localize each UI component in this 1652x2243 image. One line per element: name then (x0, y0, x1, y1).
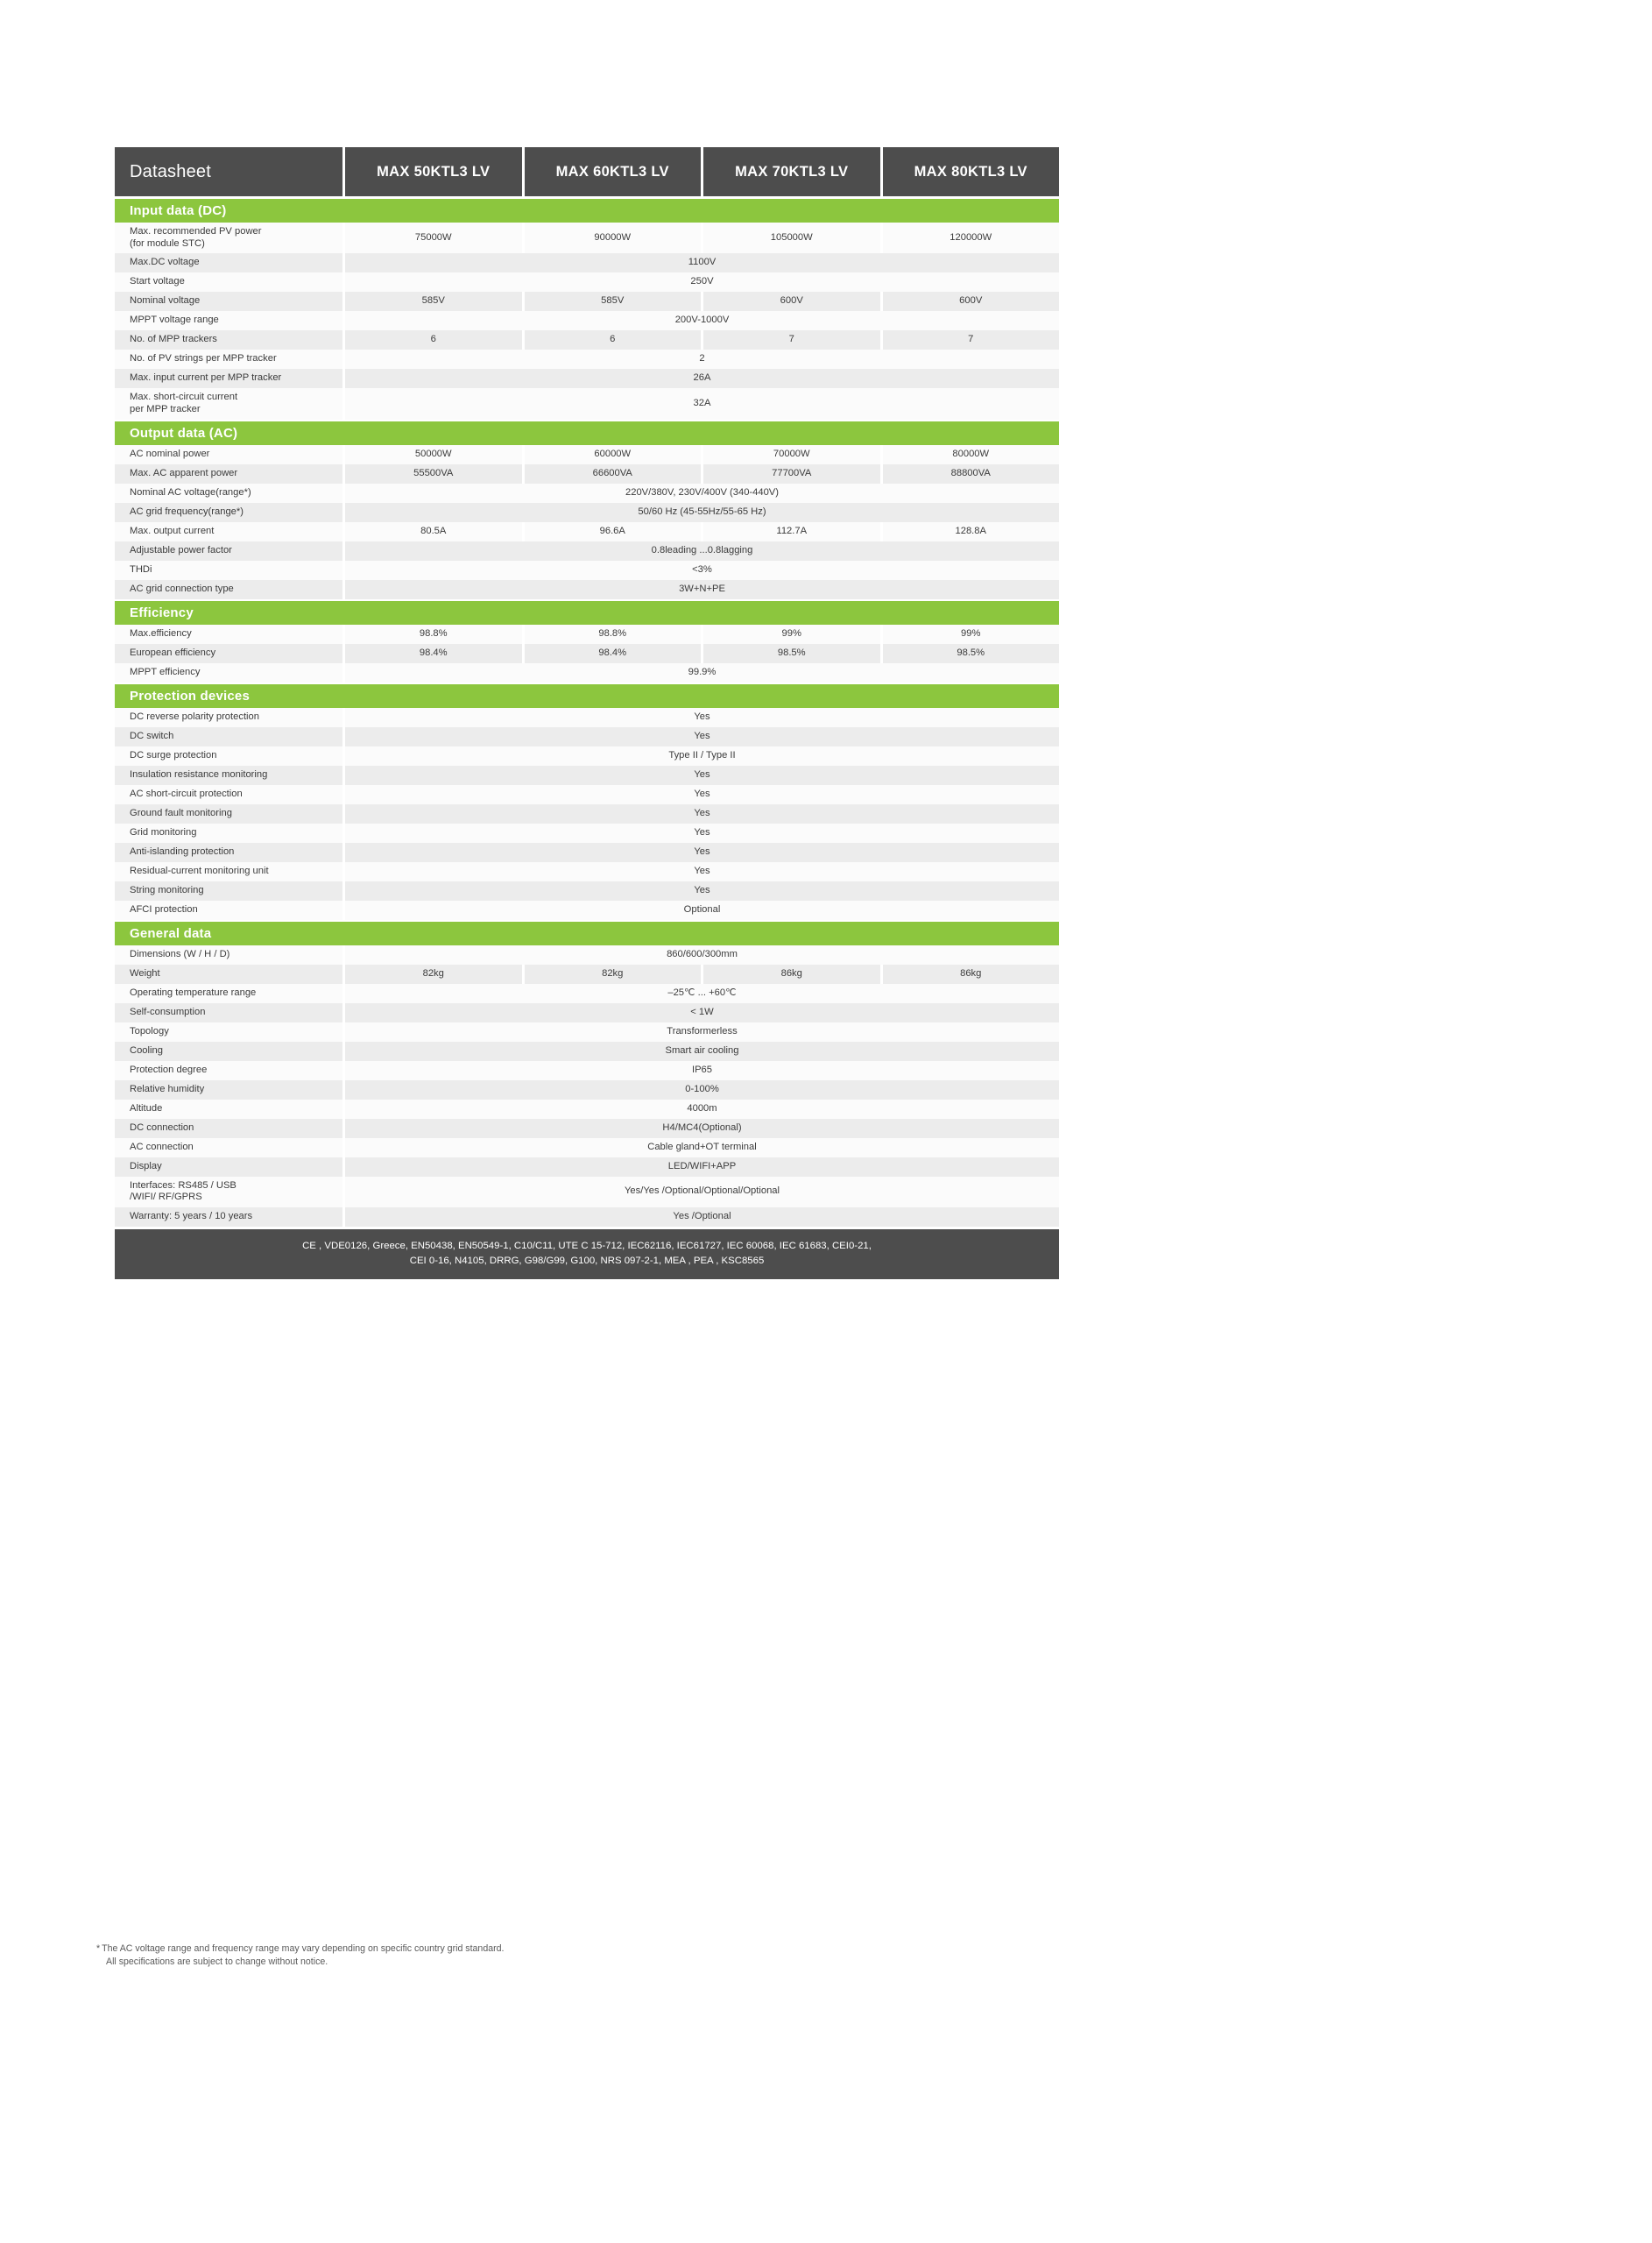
row-label: AC short-circuit protection (115, 785, 342, 804)
table-row (115, 746, 1059, 766)
table-row (115, 644, 1059, 663)
table-row (115, 350, 1059, 369)
footnote-star: * (96, 1943, 101, 1954)
row-value-merged: Yes (345, 766, 1059, 785)
table-row (115, 223, 1059, 253)
row-value-merged: Yes (345, 824, 1059, 843)
row-label: Nominal AC voltage(range*) (115, 484, 342, 503)
row-value-cells (345, 292, 1059, 311)
row-label: String monitoring (115, 881, 342, 901)
row-value-cell: 82kg (345, 965, 522, 984)
row-value-merged: 26A (345, 369, 1059, 388)
row-label: Max. input current per MPP tracker (115, 369, 342, 388)
table-row (115, 766, 1059, 785)
table-row (115, 1080, 1059, 1100)
row-value-cell: 112.7A (703, 522, 880, 541)
row-value-cell: 6 (525, 330, 702, 350)
row-value-cell: 80000W (883, 445, 1060, 464)
table-row (115, 253, 1059, 272)
row-label: Max. short-circuit current per MPP tracker (115, 388, 342, 419)
row-label: European efficiency (115, 644, 342, 663)
row-value-cell: 7 (883, 330, 1060, 350)
table-row (115, 445, 1059, 464)
section-header: Input data (DC) (115, 199, 1059, 223)
row-value-cell: 82kg (525, 965, 702, 984)
row-value-cell: 585V (345, 292, 522, 311)
row-value-cell: 86kg (703, 965, 880, 984)
table-row (115, 625, 1059, 644)
row-label: AFCI protection (115, 901, 342, 920)
table-row (115, 965, 1059, 984)
certification-line-2: CEI 0-16, N4105, DRRG, G98/G99, G100, NRS 097-2-1, MEA , PEA , KSC8565 (409, 1256, 765, 1267)
footnote-line-1: The AC voltage range and frequency range may vary depending on specific country grid standard. (102, 1943, 505, 1954)
row-label: Dimensions (W / H / D) (115, 945, 342, 965)
row-label: MPPT efficiency (115, 663, 342, 683)
row-value-cell: 77700VA (703, 464, 880, 484)
table-row (115, 311, 1059, 330)
section-header: General data (115, 922, 1059, 945)
row-value-cell: 66600VA (525, 464, 702, 484)
row-value-cell: 120000W (883, 223, 1060, 253)
row-label: AC grid connection type (115, 580, 342, 599)
row-label: DC connection (115, 1119, 342, 1138)
row-value-merged: Transformerless (345, 1022, 1059, 1042)
row-value-cells (345, 522, 1059, 541)
model-column-header-1: MAX 50KTL3 LV (345, 147, 522, 196)
row-value-merged: 0.8leading ...0.8lagging (345, 541, 1059, 561)
row-value-cell: 75000W (345, 223, 522, 253)
row-value-cells (345, 625, 1059, 644)
footnote-line-2: All specifications are subject to change without notice. (106, 1956, 328, 1968)
row-value-merged: 860/600/300mm (345, 945, 1059, 965)
table-row (115, 1177, 1059, 1207)
table-row (115, 580, 1059, 599)
table-header-row (115, 147, 1059, 196)
row-value-cell: 50000W (345, 445, 522, 464)
row-value-cell: 70000W (703, 445, 880, 464)
row-value-cell: 6 (345, 330, 522, 350)
row-value-merged: Yes (345, 804, 1059, 824)
row-label: Max. output current (115, 522, 342, 541)
table-row (115, 945, 1059, 965)
row-label: Ground fault monitoring (115, 804, 342, 824)
row-value-merged: 220V/380V, 230V/400V (340-440V) (345, 484, 1059, 503)
table-row (115, 522, 1059, 541)
row-label: Max. recommended PV power (for module STC) (115, 223, 342, 253)
row-value-cell: 98.5% (883, 644, 1060, 663)
datasheet-title: Datasheet (115, 147, 342, 196)
row-value-cell: 99% (883, 625, 1060, 644)
section-header: Protection devices (115, 684, 1059, 708)
row-value-merged: Yes (345, 881, 1059, 901)
row-value-merged: 2 (345, 350, 1059, 369)
row-value-merged: <3% (345, 561, 1059, 580)
row-label: Adjustable power factor (115, 541, 342, 561)
row-label: Altitude (115, 1100, 342, 1119)
row-label: Max.DC voltage (115, 253, 342, 272)
table-row (115, 1100, 1059, 1119)
row-value-cell: 98.4% (345, 644, 522, 663)
row-label: DC switch (115, 727, 342, 746)
row-value-merged: 3W+N+PE (345, 580, 1059, 599)
row-label: AC connection (115, 1138, 342, 1157)
row-value-merged: 4000m (345, 1100, 1059, 1119)
row-value-cell: 90000W (525, 223, 702, 253)
certification-line-1: CE , VDE0126, Greece, EN50438, EN50549-1, C10/C11, UTE C 15-712, IEC62116, IEC61727, IEC 60068, IEC 61683, CEI0-21, (302, 1240, 872, 1251)
row-value-cell: 98.5% (703, 644, 880, 663)
row-label: DC reverse polarity protection (115, 708, 342, 727)
table-row (115, 824, 1059, 843)
row-value-cell: 88800VA (883, 464, 1060, 484)
row-value-cell: 98.8% (345, 625, 522, 644)
row-label: Operating temperature range (115, 984, 342, 1003)
row-value-cell: 98.8% (525, 625, 702, 644)
row-value-merged: IP65 (345, 1061, 1059, 1080)
table-row (115, 984, 1059, 1003)
row-label: AC grid frequency(range*) (115, 503, 342, 522)
row-value-cell: 128.8A (883, 522, 1060, 541)
row-value-merged: 1100V (345, 253, 1059, 272)
row-value-merged: Yes (345, 708, 1059, 727)
row-value-merged: 99.9% (345, 663, 1059, 683)
row-value-cell: 80.5A (345, 522, 522, 541)
row-label: No. of PV strings per MPP tracker (115, 350, 342, 369)
table-row (115, 1207, 1059, 1227)
row-value-merged: Yes (345, 785, 1059, 804)
row-label: No. of MPP trackers (115, 330, 342, 350)
sections-container (115, 199, 1059, 1227)
row-label: Relative humidity (115, 1080, 342, 1100)
row-value-cells (345, 644, 1059, 663)
table-row (115, 862, 1059, 881)
table-row (115, 388, 1059, 419)
row-value-merged: 200V-1000V (345, 311, 1059, 330)
row-value-merged: Type II / Type II (345, 746, 1059, 766)
table-row (115, 1003, 1059, 1022)
spec-table (115, 147, 1059, 1279)
row-value-cell: 60000W (525, 445, 702, 464)
row-label: Topology (115, 1022, 342, 1042)
table-row (115, 272, 1059, 292)
row-value-merged: 32A (345, 388, 1059, 419)
row-label: Self-consumption (115, 1003, 342, 1022)
table-row (115, 1119, 1059, 1138)
row-value-cell: 98.4% (525, 644, 702, 663)
row-value-merged: Yes /Optional (345, 1207, 1059, 1227)
table-row (115, 663, 1059, 683)
table-row (115, 1061, 1059, 1080)
row-value-cells (345, 965, 1059, 984)
row-value-cell: 99% (703, 625, 880, 644)
row-label: Grid monitoring (115, 824, 342, 843)
row-value-cell: 86kg (883, 965, 1060, 984)
row-label: Max.efficiency (115, 625, 342, 644)
table-row (115, 1138, 1059, 1157)
row-label: MPPT voltage range (115, 311, 342, 330)
row-label: Warranty: 5 years / 10 years (115, 1207, 342, 1227)
model-column-header-2: MAX 60KTL3 LV (525, 147, 702, 196)
row-value-merged: Smart air cooling (345, 1042, 1059, 1061)
table-row (115, 330, 1059, 350)
row-label: Protection degree (115, 1061, 342, 1080)
row-label: Start voltage (115, 272, 342, 292)
table-row (115, 503, 1059, 522)
row-label: Weight (115, 965, 342, 984)
table-row (115, 901, 1059, 920)
row-value-cell: 600V (883, 292, 1060, 311)
table-row (115, 1157, 1059, 1177)
model-column-header-3: MAX 70KTL3 LV (703, 147, 880, 196)
row-value-merged: 250V (345, 272, 1059, 292)
row-label: Max. AC apparent power (115, 464, 342, 484)
row-value-merged: Yes/Yes /Optional/Optional/Optional (345, 1177, 1059, 1207)
row-value-cell: 7 (703, 330, 880, 350)
row-value-cell: 585V (525, 292, 702, 311)
row-label: Anti-islanding protection (115, 843, 342, 862)
row-label: Residual-current monitoring unit (115, 862, 342, 881)
row-value-merged: Yes (345, 843, 1059, 862)
table-row (115, 1022, 1059, 1042)
row-label: Nominal voltage (115, 292, 342, 311)
row-label: THDi (115, 561, 342, 580)
table-row (115, 484, 1059, 503)
row-value-cell: 96.6A (525, 522, 702, 541)
row-label: Display (115, 1157, 342, 1177)
row-value-merged: –25℃ ... +60℃ (345, 984, 1059, 1003)
row-value-merged: < 1W (345, 1003, 1059, 1022)
row-value-merged: LED/WIFI+APP (345, 1157, 1059, 1177)
section-header: Efficiency (115, 601, 1059, 625)
row-value-cells (345, 464, 1059, 484)
row-value-cell: 105000W (703, 223, 880, 253)
section-header: Output data (AC) (115, 421, 1059, 445)
table-row (115, 292, 1059, 311)
table-row (115, 727, 1059, 746)
row-label: DC surge protection (115, 746, 342, 766)
table-row (115, 881, 1059, 901)
table-row (115, 843, 1059, 862)
table-row (115, 369, 1059, 388)
table-row (115, 804, 1059, 824)
row-value-cells (345, 445, 1059, 464)
table-row (115, 1042, 1059, 1061)
table-row (115, 708, 1059, 727)
table-row (115, 541, 1059, 561)
row-value-cell: 55500VA (345, 464, 522, 484)
certifications-band (115, 1229, 1059, 1279)
row-value-merged: 50/60 Hz (45-55Hz/55-65 Hz) (345, 503, 1059, 522)
footnote (96, 1942, 504, 1970)
row-value-cell: 600V (703, 292, 880, 311)
table-row (115, 561, 1059, 580)
table-row (115, 785, 1059, 804)
row-value-merged: Yes (345, 727, 1059, 746)
model-column-header-4: MAX 80KTL3 LV (883, 147, 1060, 196)
row-label: Cooling (115, 1042, 342, 1061)
row-value-merged: Cable gland+OT terminal (345, 1138, 1059, 1157)
row-label: AC nominal power (115, 445, 342, 464)
table-row (115, 464, 1059, 484)
row-label: Insulation resistance monitoring (115, 766, 342, 785)
row-value-merged: Yes (345, 862, 1059, 881)
row-value-cells (345, 223, 1059, 253)
row-label: Interfaces: RS485 / USB /WIFI/ RF/GPRS (115, 1177, 342, 1207)
row-value-merged: 0-100% (345, 1080, 1059, 1100)
row-value-merged: Optional (345, 901, 1059, 920)
row-value-cells (345, 330, 1059, 350)
row-value-merged: H4/MC4(Optional) (345, 1119, 1059, 1138)
